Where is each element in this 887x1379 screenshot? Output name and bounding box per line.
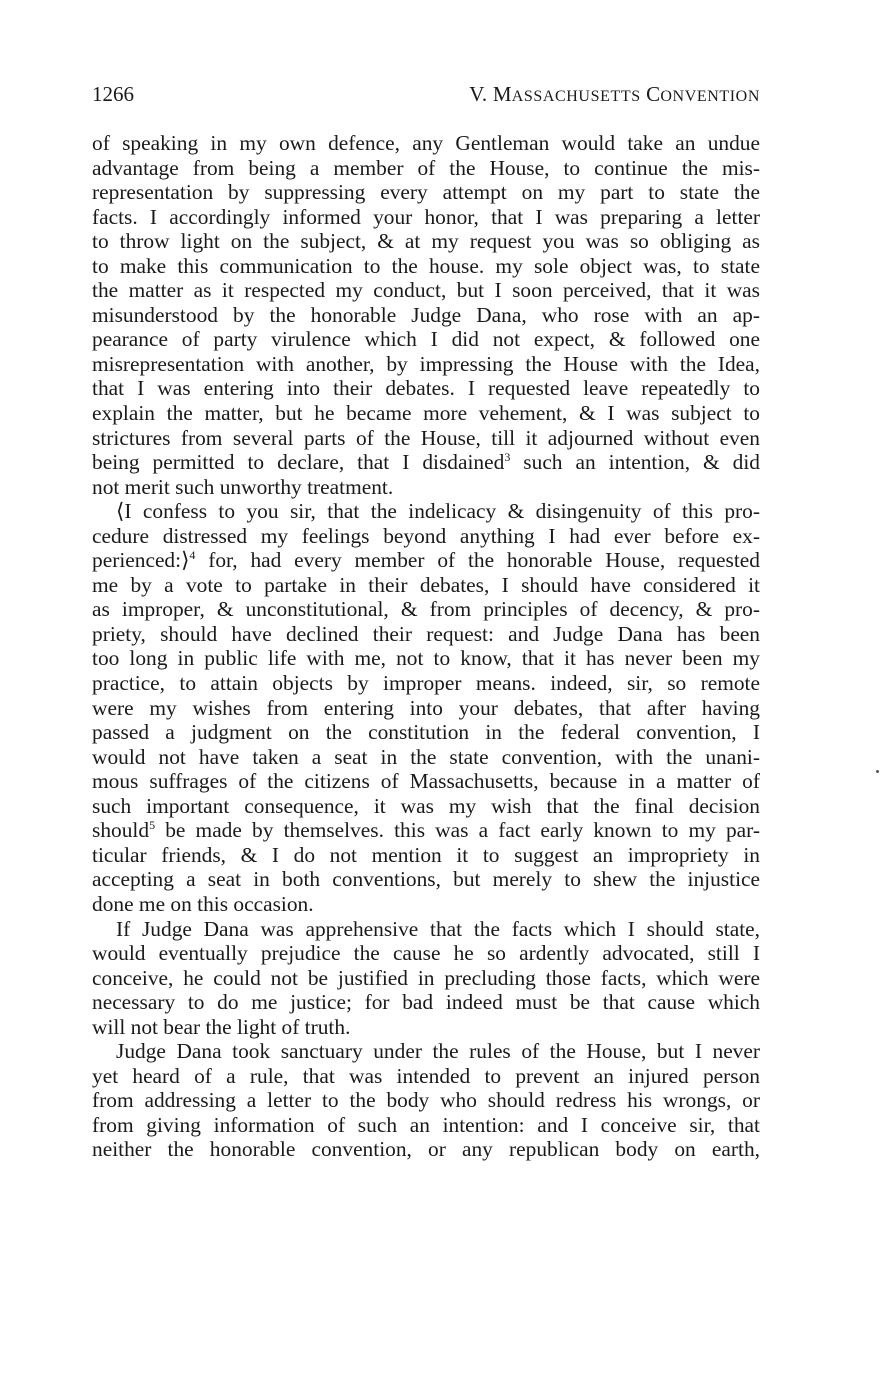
text-line: facts. I accordingly informed your honor, that I was preparing a letter	[92, 204, 760, 229]
text-line: not merit such unworthy treatment.	[92, 474, 394, 499]
text-line: me by a vote to partake in their debates, I should have considered it	[92, 572, 760, 597]
text-line: would not have taken a seat in the state convention, with the unani-	[92, 744, 760, 769]
text-line: would eventually prejudice the cause he so ardently advocated, still I	[92, 941, 760, 966]
text-line: will not bear the light of truth.	[92, 1014, 351, 1039]
text-line: conceive, he could not be justified in precluding those facts, which were	[92, 965, 760, 990]
footnote-marker: 3	[504, 450, 511, 465]
text-segment: such an intention, & did	[510, 450, 760, 475]
text-line: too long in public life with me, not to know, that it has never been my	[92, 646, 760, 671]
footnote-marker: 4	[189, 548, 196, 563]
running-title-prefix: V. M	[469, 82, 512, 106]
text-line: necessary to do me justice; for bad indeed must be that cause which	[92, 990, 760, 1015]
text-line: advantage from being a member of the House, to continue the mis-	[92, 155, 760, 180]
paragraph-2	[92, 499, 760, 916]
text-line-with-footnote	[92, 450, 760, 475]
text-line: to throw light on the subject, & at my request you was so obliging as	[92, 229, 760, 254]
running-title	[469, 78, 760, 113]
running-title-mid: C	[640, 82, 661, 106]
text-line-with-footnote	[92, 548, 760, 573]
text-line: from addressing a letter to the body who should redress his wrongs, or	[92, 1088, 760, 1113]
text-line: neither the honorable convention, or any republican body on earth,	[92, 1137, 760, 1162]
text-line: explain the matter, but he became more vehement, & I was subject to	[92, 401, 760, 426]
text-line: practice, to attain objects by improper means. indeed, sir, so remote	[92, 671, 760, 696]
text-line: strictures from several parts of the House, till it adjourned without even	[92, 425, 760, 450]
running-title-small-2: ONVENTION	[660, 88, 760, 105]
text-line: If Judge Dana was apprehensive that the facts which I should state,	[116, 916, 760, 941]
text-line: as improper, & unconstitutional, & from principles of decency, & pro-	[92, 597, 760, 622]
paragraph-3	[92, 917, 760, 1040]
text-line: ticular friends, & I do not mention it to suggest an impropriety in	[92, 842, 760, 867]
text-line: ⟨I confess to you sir, that the indelicacy & disingenuity of this pro-	[116, 499, 760, 524]
text-line: such important consequence, it was my wish that the final decision	[92, 793, 760, 818]
text-line: from giving information of such an intention: and I conceive sir, that	[92, 1112, 760, 1137]
text-segment: be made by themselves. this was a fact early known to my par-	[155, 818, 760, 843]
page-number: 1266	[92, 82, 134, 106]
body-text	[92, 131, 760, 1162]
text-line: yet heard of a rule, that was intended to prevent an injured person	[92, 1063, 760, 1088]
paragraph-4	[92, 1039, 760, 1162]
text-line: pearance of party virulence which I did not expect, & followed one	[92, 327, 760, 352]
text-line: of speaking in my own defence, any Gentleman would take an undue	[92, 131, 760, 155]
text-line-with-footnote	[92, 818, 760, 843]
text-line: Judge Dana took sanctuary under the rules of the House, but I never	[116, 1039, 760, 1064]
footnote-marker: 5	[149, 818, 156, 833]
text-line: to make this communication to the house. my sole object was, to state	[92, 253, 760, 278]
text-segment: for, had every member of the honorable House, requested	[195, 548, 760, 573]
text-line: the matter as it respected my conduct, but I soon perceived, that it was	[92, 278, 760, 303]
running-head	[92, 78, 760, 110]
text-line: passed a judgment on the constitution in the federal convention, I	[92, 720, 760, 745]
text-line: priety, should have declined their request: and Judge Dana has been	[92, 621, 760, 646]
scan-speck	[876, 770, 879, 773]
text-line: accepting a seat in both conventions, but merely to shew the injustice	[92, 867, 760, 892]
text-line: that I was entering into their debates. I requested leave repeatedly to	[92, 376, 760, 401]
text-line: representation by suppressing every attempt on my part to state the	[92, 180, 760, 205]
text-line: were my wishes from entering into your debates, that after having	[92, 695, 760, 720]
text-line: misrepresentation with another, by impressing the House with the Idea,	[92, 351, 760, 376]
running-title-small-1: ASSACHUSETTS	[511, 88, 641, 105]
text-line: mous suffrages of the citizens of Massachusetts, because in a matter of	[92, 769, 760, 794]
text-segment: should	[92, 818, 150, 843]
paragraph-1	[92, 131, 760, 499]
text-line: cedure distressed my feelings beyond anything I had ever before ex-	[92, 523, 760, 548]
text-line: done me on this occasion.	[92, 891, 314, 916]
text-segment: being permitted to declare, that I disdained	[92, 450, 505, 475]
text-segment: perienced:⟩	[92, 548, 190, 573]
text-line: misunderstood by the honorable Judge Dana, who rose with an ap-	[92, 302, 760, 327]
